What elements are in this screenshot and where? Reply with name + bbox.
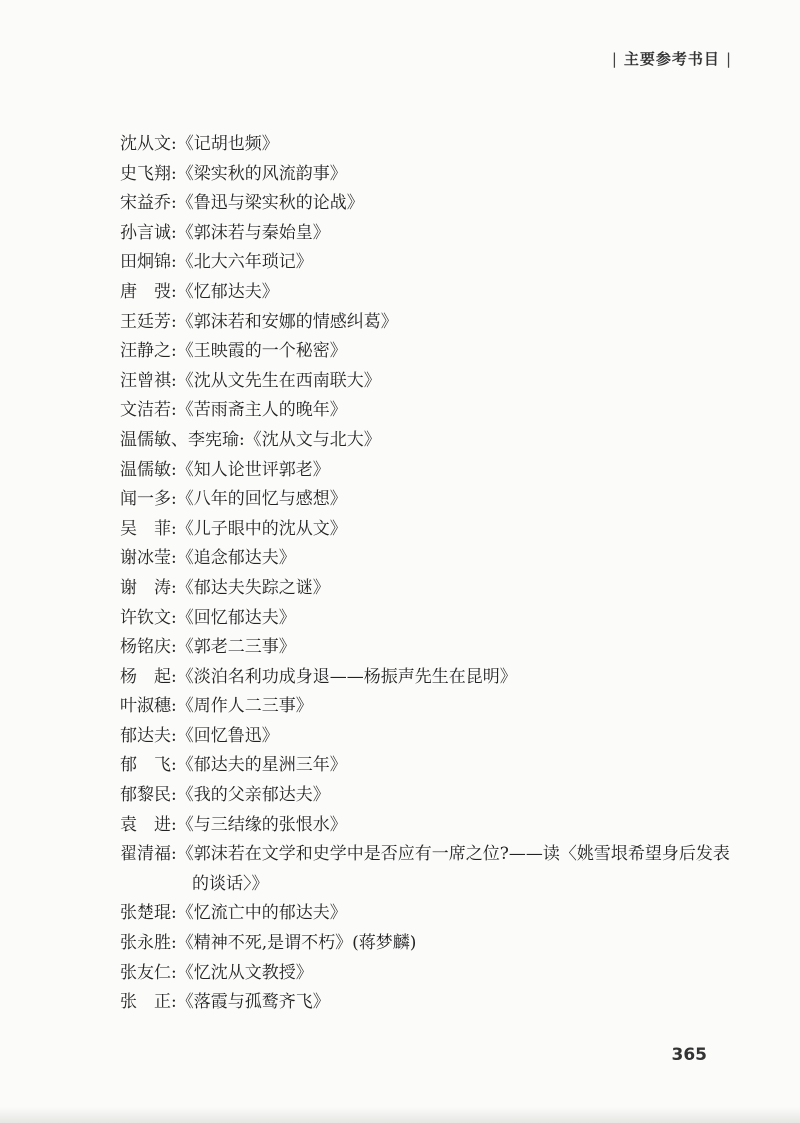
reference-item: 谢 涛:《郁达夫失踪之谜》 — [120, 577, 330, 598]
reference-item: 叶淑穗:《周作人二三事》 — [120, 696, 313, 717]
reference-item: 张永胜:《精神不死,是谓不朽》(蒋梦麟) — [120, 933, 417, 954]
reference-item: 张 正:《落霞与孤鹜齐飞》 — [120, 992, 330, 1013]
reference-item: 沈从文:《记胡也频》 — [120, 134, 279, 154]
reference-item: 谢冰莹:《追念郁达夫》 — [120, 548, 296, 569]
reference-item: 温儒敏、李宪瑜:《沈从文与北大》 — [120, 429, 381, 450]
scan-edge — [0, 1107, 800, 1123]
reference-item: 汪曾祺:《沈从文先生在西南联大》 — [120, 370, 381, 391]
reference-item: 汪静之:《王映霞的一个秘密》 — [120, 341, 347, 362]
reference-item: 文洁若:《苦雨斋主人的晚年》 — [120, 400, 347, 421]
section-title: 主要参考书目 — [623, 50, 720, 68]
reference-list — [120, 130, 730, 1018]
reference-item: 吴 菲:《儿子眼中的沈从文》 — [120, 518, 347, 539]
reference-item: 王廷芳:《郭沫若和安娜的情感纠葛》 — [120, 311, 398, 332]
page-number: 365 — [671, 1045, 707, 1065]
reference-item: 许钦文:《回忆郁达夫》 — [120, 607, 296, 628]
running-header — [606, 48, 738, 69]
reference-item: 孙言诚:《郭沫若与秦始皇》 — [120, 222, 330, 243]
reference-item: 张楚琨:《忆流亡中的郁达夫》 — [120, 903, 347, 924]
reference-item: 史飞翔:《梁实秋的风流韵事》 — [120, 163, 347, 184]
reference-item: 翟清福:《郭沫若在文学和史学中是否应有一席之位?——读〈姚雪垠希望身后发表的谈话〉》 — [120, 844, 730, 894]
reference-item: 郁黎民:《我的父亲郁达夫》 — [120, 785, 330, 806]
reference-item: 唐 弢:《忆郁达夫》 — [120, 281, 279, 302]
reference-item: 温儒敏:《知人论世评郭老》 — [120, 459, 330, 480]
reference-item: 杨 起:《淡泊名利功成身退——杨振声先生在昆明》 — [120, 666, 517, 687]
reference-item: 杨铭庆:《郭老二三事》 — [120, 637, 296, 658]
reference-item: 田炯锦:《北大六年琐记》 — [120, 252, 313, 273]
header-right-bar: | — [725, 50, 732, 68]
header-left-bar: | — [611, 50, 618, 68]
reference-item: 宋益乔:《鲁迅与梁实秋的论战》 — [120, 193, 364, 214]
reference-item: 郁 飞:《郁达夫的星洲三年》 — [120, 755, 347, 776]
reference-item: 闻一多:《八年的回忆与感想》 — [120, 489, 347, 510]
reference-item: 袁 进:《与三结缘的张恨水》 — [120, 814, 347, 835]
reference-item: 张友仁:《忆沈从文教授》 — [120, 962, 313, 983]
reference-item: 郁达夫:《回忆鲁迅》 — [120, 725, 279, 746]
